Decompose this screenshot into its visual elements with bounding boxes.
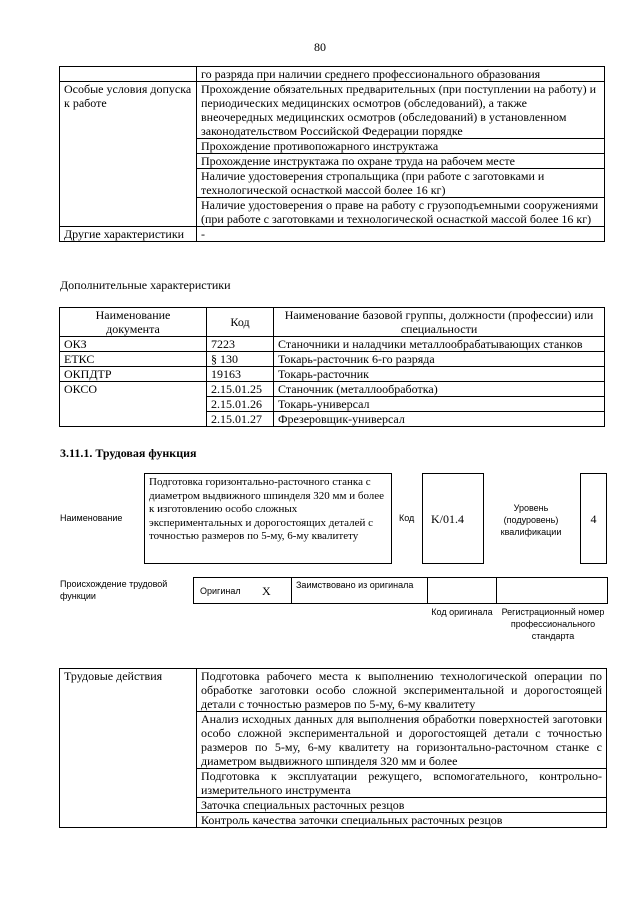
name-cell: Токарь-универсал <box>274 397 605 412</box>
function-code-value: K/01.4 <box>431 512 464 526</box>
function-name-value: Подготовка горизонтально-расточного станка с диаметром выдвижного шпинделя 320 мм и более к изготовлению особо сложных экспериментальных и дорогостоящих деталей с точностью размеров по 5-му, 6-му квалитету <box>149 476 385 542</box>
action-item: Подготовка к эксплуатации режущего, вспомогательного, контрольно-измерительного инструмента <box>197 769 607 798</box>
code-original-caption: Код оригинала <box>431 607 493 617</box>
level-label: Уровень (подуровень) квалификации <box>500 503 562 537</box>
original-label: Оригинал <box>200 586 241 596</box>
additional-table <box>59 307 605 427</box>
table-row <box>60 82 605 139</box>
origin-label: Происхождение трудовой функции <box>60 579 168 601</box>
code-cell: 2.15.01.25 <box>207 382 274 397</box>
borrowed-label: Заимствовано из оригинала <box>296 580 414 590</box>
doc-cell: ЕТКС <box>60 352 207 367</box>
table-row <box>60 337 605 352</box>
code-cell: 19163 <box>207 367 274 382</box>
name-cell: Станочники и наладчики металлообрабатывающих станков <box>274 337 605 352</box>
additional-heading: Дополнительные характеристики <box>60 278 231 292</box>
function-code-box <box>422 473 484 564</box>
conditions-table <box>59 66 605 242</box>
action-item: Заточка специальных расточных резцов <box>197 798 607 813</box>
other-characteristics-label: Другие характеристики <box>60 227 197 242</box>
special-condition-item: Прохождение противопожарного инструктажа <box>197 139 605 154</box>
other-characteristics-value: - <box>197 227 605 242</box>
code-cell: § 130 <box>207 352 274 367</box>
special-condition-item: Прохождение инструктажа по охране труда на рабочем месте <box>197 154 605 169</box>
code-cell: 7223 <box>207 337 274 352</box>
action-item: Контроль качества заточки специальных расточных резцов <box>197 813 607 828</box>
level-value: 4 <box>590 512 597 526</box>
table-row <box>60 382 605 397</box>
code-cell: 2.15.01.27 <box>207 412 274 427</box>
page-number: 80 <box>314 40 326 54</box>
action-item: Подготовка рабочего места к выполнению технологической операции по обработке заготовки особо сложной экспериментальной и дорогостоящей детали с точностью размеров по 5-му, 6-му квалитету <box>197 669 607 712</box>
divider <box>496 577 497 604</box>
original-mark: X <box>262 584 271 598</box>
table-row <box>60 67 605 82</box>
special-condition-item: Наличие удостоверения о праве на работу с грузоподъемными сооружениями (при работе с заготовками и технологической оснасткой массой более 16 кг) <box>197 198 605 227</box>
table-row <box>60 367 605 382</box>
level-box <box>580 473 607 564</box>
reg-number-caption: Регистрационный номер профессионального стандарта <box>501 607 605 641</box>
table-row <box>60 669 607 712</box>
doc-cell: ОКЗ <box>60 337 207 352</box>
table-row <box>60 352 605 367</box>
table-row <box>60 227 605 242</box>
name-cell: Фрезеровщик-универсал <box>274 412 605 427</box>
code-label: Код <box>399 513 415 523</box>
actions-table <box>59 668 607 828</box>
function-heading: 3.11.1. Трудовая функция <box>60 446 197 460</box>
code-cell: 2.15.01.26 <box>207 397 274 412</box>
name-cell: Токарь-расточник 6-го разряда <box>274 352 605 367</box>
doc-cell: ОКПДТР <box>60 367 207 382</box>
special-condition-item: Прохождение обязательных предварительных (при поступлении на работу) и периодических медицинских осмотров (обследований), а также внеочередных медицинских осмотров (обследований) в установленном законодательством Российской Федерации порядке <box>197 82 605 139</box>
continuation-cell: го разряда при наличии среднего профессионального образования <box>197 67 605 82</box>
special-conditions-label: Особые условия допуска к работе <box>60 82 197 227</box>
empty-cell <box>60 67 197 82</box>
name-label: Наименование <box>60 513 123 523</box>
name-cell: Станочник (металлообработка) <box>274 382 605 397</box>
divider <box>427 577 428 604</box>
function-name-box <box>144 473 392 564</box>
action-item: Анализ исходных данных для выполнения обработки поверхностей заготовки особо сложной экспериментальной и дорогостоящей детали с точностью размеров по 5-му, 6-му квалитету на горизонтально-расточном станке с диаметром выдвижного шпинделя 320 мм и более <box>197 712 607 769</box>
special-condition-item: Наличие удостоверения стропальщика (при работе с заготовками и технологической оснасткой массой более 16 кг) <box>197 169 605 198</box>
name-cell: Токарь-расточник <box>274 367 605 382</box>
header-document: Наименование документа <box>60 308 207 337</box>
divider <box>291 577 292 604</box>
table-header-row <box>60 308 605 337</box>
header-code: Код <box>207 308 274 337</box>
header-name: Наименование базовой группы, должности (профессии) или специальности <box>274 308 605 337</box>
doc-cell: ОКСО <box>60 382 207 427</box>
actions-label: Трудовые действия <box>60 669 197 828</box>
